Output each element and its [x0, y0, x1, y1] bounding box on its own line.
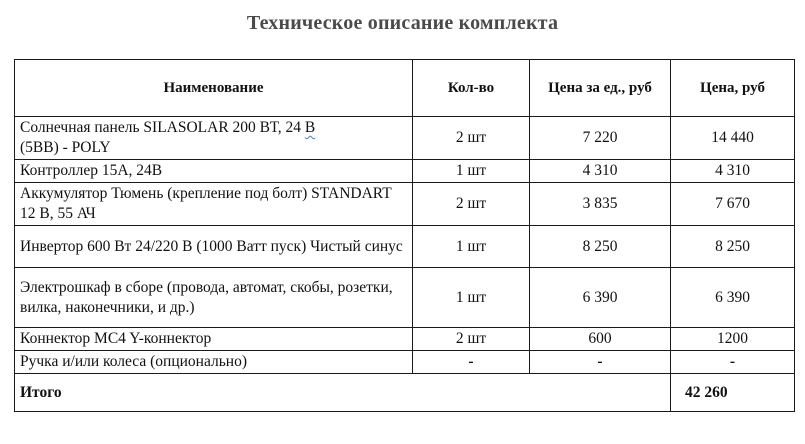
total-row	[15, 374, 795, 412]
table-row	[15, 160, 795, 183]
item-qty: 2 шт	[413, 117, 530, 160]
item-unit-price: 600	[530, 328, 671, 351]
table-row	[15, 183, 795, 226]
item-name-part: (5BB) - POLY	[20, 139, 111, 156]
header-price: Цена, руб	[671, 60, 795, 117]
table-row	[15, 117, 795, 160]
item-qty: 2 шт	[413, 183, 530, 226]
item-price: -	[671, 351, 795, 374]
item-qty: 1 шт	[413, 268, 530, 328]
item-name-part: Солнечная панель SILASOLAR 200 ВТ, 24	[20, 119, 305, 136]
item-name: Коннектор MC4 Y-коннектор	[15, 328, 413, 351]
spec-table	[14, 59, 795, 412]
spellcheck-underlined-text: В	[304, 119, 316, 136]
item-unit-price: 8 250	[530, 226, 671, 268]
item-name: Контроллер 15А, 24В	[15, 160, 413, 183]
item-unit-price: 6 390	[530, 268, 671, 328]
table-header-row	[15, 60, 795, 117]
item-price: 6 390	[671, 268, 795, 328]
item-qty: 1 шт	[413, 226, 530, 268]
item-price: 1200	[671, 328, 795, 351]
table-row	[15, 226, 795, 268]
table-row	[15, 351, 795, 374]
item-unit-price: 3 835	[530, 183, 671, 226]
item-unit-price: 7 220	[530, 117, 671, 160]
document-title: Техническое описание комплекта	[246, 12, 559, 34]
item-qty: -	[413, 351, 530, 374]
header-name: Наименование	[15, 60, 413, 117]
item-name: Электрошкаф в сборе (провода, автомат, скобы, розетки, вилка, наконечники, и др.)	[15, 268, 413, 328]
header-qty: Кол-во	[413, 60, 530, 117]
item-qty: 1 шт	[413, 160, 530, 183]
item-price: 4 310	[671, 160, 795, 183]
item-unit-price: 4 310	[530, 160, 671, 183]
table-row	[15, 268, 795, 328]
item-name: Ручка и/или колеса (опционально)	[15, 351, 413, 374]
header-unit-price: Цена за ед., руб	[530, 60, 671, 117]
item-price: 8 250	[671, 226, 795, 268]
item-name	[15, 117, 413, 160]
item-unit-price: -	[530, 351, 671, 374]
item-price: 7 670	[671, 183, 795, 226]
item-qty: 2 шт	[413, 328, 530, 351]
table-row	[15, 328, 795, 351]
item-price: 14 440	[671, 117, 795, 160]
item-name: Инвертор 600 Вт 24/220 В (1000 Ватт пуск) Чистый синус	[15, 226, 413, 268]
total-value: 42 260	[671, 374, 795, 412]
total-label: Итого	[15, 374, 671, 412]
item-name: Аккумулятор Тюмень (крепление под болт) STANDART 12 В, 55 АЧ	[15, 183, 413, 226]
